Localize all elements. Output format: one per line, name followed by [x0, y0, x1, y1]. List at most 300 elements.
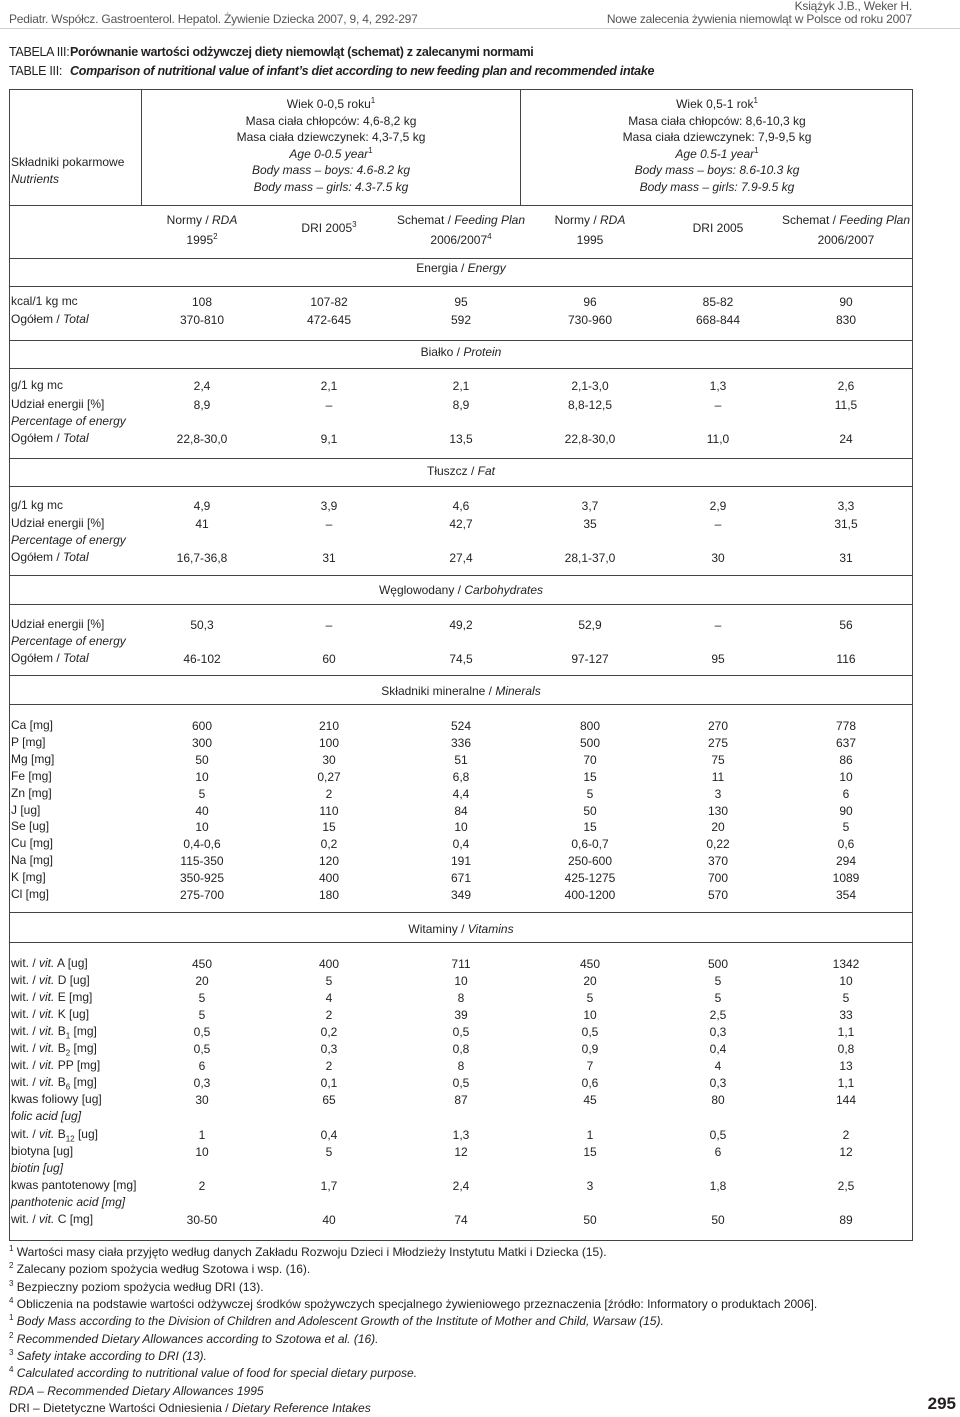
age-group-6-12m: [537, 162, 897, 179]
row-label: [11, 1177, 136, 1194]
text-span: Bezpieczny poziom spożycia według DRI (13).: [13, 1279, 264, 1294]
table-rule: [9, 575, 913, 576]
text-span: panthotenic acid [mg]: [11, 1195, 126, 1209]
table-cell: 5: [325, 1145, 333, 1159]
table-cell: 10: [839, 974, 853, 988]
row-label: [11, 1057, 100, 1074]
text-span: folic acid [ug]: [11, 1109, 82, 1123]
table-cell: 275-700: [179, 888, 225, 902]
text-span: K [ug]: [54, 1007, 90, 1021]
row-label: [11, 989, 92, 1006]
text-span: B: [54, 1127, 66, 1141]
table-cell: 74,5: [449, 652, 473, 666]
table-cell: 1,1: [837, 1076, 855, 1090]
table-cell: 180: [318, 888, 340, 902]
table-cell: 0,6-0,7: [571, 837, 609, 852]
table-rule: [9, 205, 913, 206]
table-cell: 27,4: [449, 551, 473, 565]
row-label: [11, 869, 46, 886]
text-span: E [mg]: [54, 990, 93, 1004]
text-span: Percentage of energy: [11, 634, 126, 648]
row-label: [11, 1211, 93, 1228]
row-label: [11, 311, 89, 328]
table-cell: 5: [714, 974, 722, 988]
section-vitamins: [9, 922, 913, 936]
text-span: wit. /: [11, 1212, 40, 1226]
table-cell: –: [325, 517, 333, 531]
row-label: [11, 1006, 89, 1023]
table-cell: 84: [454, 803, 468, 818]
text-span: Feeding Plan: [839, 213, 911, 227]
text-span: Zalecany poziom spożycia według Szotowa i wsp. (16).: [13, 1262, 311, 1277]
abbr-rda: [9, 1383, 264, 1400]
section-minerals: [9, 684, 913, 698]
table-cell: 10: [839, 769, 853, 784]
text-span: Feeding Plan: [454, 213, 526, 227]
superscript: 4: [9, 1295, 14, 1305]
table-cell: 2,4: [193, 379, 211, 393]
table-cell: 108: [191, 295, 213, 309]
table-cell: 20: [195, 974, 209, 988]
table-cell: 12: [839, 1145, 853, 1159]
text-span: Energia /: [416, 261, 468, 275]
table-cell: 31: [839, 551, 853, 565]
text-span: wit. /: [11, 1007, 40, 1021]
table-cell: 10: [195, 769, 209, 784]
text-span: Percentage of energy: [11, 414, 126, 428]
subscript: 12: [65, 1134, 75, 1144]
row-label: [11, 818, 49, 835]
table-cell: 51: [454, 752, 468, 767]
text-span: Tłuszcz /: [426, 464, 478, 478]
table-cell: 300: [191, 735, 213, 750]
table-cell: 0,6: [581, 1076, 599, 1090]
text-span: RDA – Recommended Dietary Allowances 1995: [9, 1384, 264, 1398]
table-cell: 8: [457, 991, 465, 1005]
table-cell: 2,1-3,0: [571, 379, 609, 393]
row-label: [11, 396, 104, 413]
row-label: [11, 293, 78, 310]
table-cell: 9,1: [320, 432, 338, 446]
table-rule: [9, 89, 913, 90]
table-cell: 95: [711, 652, 725, 666]
text-span: Schemat /: [396, 213, 455, 227]
text-span: PP [mg]: [54, 1058, 101, 1072]
text-span: Składniki mineralne /: [381, 684, 496, 698]
table-cell: 40: [195, 803, 209, 818]
text-span: [mg]: [70, 1041, 97, 1055]
table-rule: [9, 368, 913, 369]
table-cell: 30: [322, 752, 336, 767]
table-cell: 450: [579, 957, 601, 971]
table-cell: 0,4: [709, 1042, 727, 1056]
text-span: J [ug]: [11, 802, 41, 817]
text-span: vit.: [39, 1007, 55, 1021]
table-cell: 8: [457, 1059, 465, 1073]
table-cell: 60: [322, 652, 336, 666]
table-cell: 110: [319, 803, 339, 818]
table-cell: 0,8: [837, 1042, 855, 1056]
text-span: Udział energii [%]: [11, 617, 105, 631]
table-cell: 107-82: [310, 295, 348, 309]
text-span: kwas pantotenowy [mg]: [11, 1178, 137, 1192]
table-cell: 20: [583, 974, 597, 988]
table-cell: 10: [454, 820, 468, 835]
table-cell: 671: [450, 871, 472, 886]
text-span: Age 0-0.5 year: [289, 146, 369, 161]
table-cell: 2,5: [709, 1008, 727, 1022]
table-cell: 2,9: [709, 499, 727, 513]
text-span: Safety intake according to DRI (13).: [13, 1348, 207, 1363]
text-span: Se [ug]: [11, 819, 50, 834]
table-cell: 4,4: [452, 786, 470, 801]
table-cell: 1,7: [320, 1179, 338, 1193]
text-span: DRI 2005: [301, 221, 353, 235]
table-cell: 0,6: [837, 837, 855, 852]
text-span: vit.: [39, 1075, 55, 1089]
table-cell: 570: [707, 888, 729, 902]
table-cell: –: [325, 618, 333, 632]
row-label: [11, 717, 53, 734]
text-span: Na [mg]: [11, 853, 54, 868]
footnote: [9, 1313, 664, 1330]
caption-en: TABLE III: Comparison of nutritional value of infant’s diet according to new feeding plan and recommended intake: [9, 64, 655, 78]
row-label: [11, 616, 104, 633]
text-span: Ogółem /: [11, 550, 64, 564]
caption-pl: TABELA III:Porównanie wartości odżywczej diety niemowląt (schemat) z zalecanymi normami: [9, 45, 534, 59]
table-cell: 5: [586, 786, 594, 801]
text-span: 2006/2007: [430, 233, 488, 247]
row-label: [11, 802, 40, 819]
table-cell: 86: [839, 752, 853, 767]
superscript: 2: [213, 232, 218, 241]
age-group-0-6m: [151, 113, 511, 130]
footnote: [9, 1348, 207, 1365]
text-span: vit.: [39, 973, 55, 987]
table-cell: 80: [711, 1093, 725, 1107]
table-cell: 400-1200: [564, 888, 616, 902]
text-span: Masa ciała chłopców: 4,6-8,2 kg: [245, 113, 417, 128]
text-span: wit. /: [11, 1041, 40, 1055]
row-label: [11, 1126, 98, 1143]
superscript: 3: [352, 220, 357, 229]
table-cell: 472-645: [306, 313, 352, 327]
text-span: Węglowodany /: [378, 583, 465, 597]
text-span: C [mg]: [54, 1212, 94, 1226]
text-span: Udział energii [%]: [11, 516, 105, 530]
text-span: Udział energii [%]: [11, 397, 105, 411]
table-rule: [9, 675, 913, 676]
age-group-6-12m: [537, 96, 897, 113]
text-span: Minerals: [495, 684, 541, 698]
text-span: Mg [mg]: [11, 751, 55, 766]
text-span: wit. /: [11, 1075, 40, 1089]
text-span: Ogółem /: [11, 312, 64, 326]
table-cell: 1: [198, 1128, 206, 1142]
table-cell: 22,8-30,0: [564, 432, 616, 446]
table-cell: 210: [318, 719, 340, 733]
table-cell: 2,1: [320, 379, 338, 393]
table-cell: 50: [583, 1213, 597, 1227]
text-span: Składniki pokarmowe: [11, 155, 125, 169]
table-cell: 3,3: [837, 499, 855, 513]
table-cell: 0,2: [320, 837, 338, 852]
text-span: Body Mass according to the Division of Children and Adolescent Growth of the Institute of Mother and Child, Warsaw (15).: [13, 1314, 664, 1329]
table-cell: 450: [191, 957, 213, 971]
table-cell: 130: [707, 803, 729, 818]
table-rule: [9, 1240, 913, 1241]
text-span: biotin [ug]: [11, 1161, 64, 1175]
text-span: Body mass – boys: 4.6-8.2 kg: [251, 163, 411, 178]
table-cell: 730-960: [567, 313, 613, 327]
table-cell: 13,5: [449, 432, 473, 446]
text-span: vit.: [39, 1212, 55, 1226]
table-cell: 2: [198, 1179, 206, 1193]
age-group-0-6m: [151, 146, 511, 163]
table-cell: 0,5: [581, 1025, 599, 1039]
row-label: [11, 972, 90, 989]
row-label: [11, 650, 89, 667]
table-cell: 2: [842, 1128, 850, 1142]
table-cell: 5: [714, 991, 722, 1005]
text-span: Recommended Dietary Allowances according to Szotowa et al. (16).: [13, 1331, 379, 1346]
text-span: Total: [63, 312, 89, 326]
table-cell: 85-82: [702, 295, 734, 309]
table-cell: 1: [586, 1128, 594, 1142]
text-span: Calculated according to nutritional value of food for special dietary purpose.: [13, 1366, 418, 1381]
table-cell: 116: [836, 652, 856, 666]
table-rule: [9, 458, 913, 459]
row-label: [11, 154, 124, 171]
table-rule: [9, 604, 913, 605]
table-cell: 10: [583, 1008, 597, 1022]
table-cell: 50: [583, 803, 597, 818]
table-cell: 1,8: [709, 1179, 727, 1193]
table-cell: 4,9: [193, 499, 211, 513]
table-cell: 6,8: [452, 769, 470, 784]
row-label: [11, 955, 88, 972]
row-label: [11, 768, 52, 785]
table-cell: 668-844: [695, 313, 741, 327]
row-label: [11, 734, 45, 751]
superscript: 4: [487, 232, 492, 241]
table-cell: 7: [586, 1059, 594, 1073]
row-label: [11, 1143, 73, 1160]
text-span: vit.: [39, 1058, 55, 1072]
text-span: B: [54, 1024, 66, 1038]
footnote: [9, 1261, 310, 1278]
table-cell: 89: [839, 1213, 853, 1227]
superscript: 4: [9, 1365, 14, 1375]
table-cell: 637: [835, 735, 857, 750]
article-title: Nowe zalecenia żywienia niemowląt w Polsce od roku 2007: [606, 12, 912, 26]
text-span: DRI – Dietetyczne Wartości Odniesienia /: [9, 1401, 232, 1415]
table-cell: 0,4: [452, 837, 470, 852]
table-cell: 2: [325, 1008, 333, 1022]
table-cell: 15: [583, 769, 597, 784]
table-cell: 46-102: [183, 652, 221, 666]
superscript: 2: [9, 1330, 14, 1340]
table-cell: 15: [583, 1145, 597, 1159]
table-rule: [9, 258, 913, 259]
table-cell: 4,6: [452, 499, 470, 513]
text-span: Body mass – girls: 4.3-7.5 kg: [253, 180, 409, 194]
table-cell: 800: [579, 719, 601, 733]
text-span: Fe [mg]: [11, 768, 52, 783]
table-cell: 0,5: [193, 1025, 211, 1039]
table-cell: 65: [322, 1093, 336, 1107]
text-span: kcal/1 kg mc: [11, 294, 78, 308]
table-cell: 0,5: [709, 1128, 727, 1142]
text-span: Body mass – boys: 8.6-10.3 kg: [634, 163, 800, 178]
table-cell: 700: [707, 871, 729, 886]
row-label: [11, 751, 54, 768]
row-label: [11, 1040, 97, 1057]
text-span: Total: [63, 550, 89, 564]
table-cell: 56: [839, 618, 853, 632]
text-span: Age 0.5-1 year: [675, 146, 755, 161]
table-cell: 500: [707, 957, 729, 971]
running-header: [0, 0, 960, 30]
table-cell: 370: [707, 854, 729, 869]
superscript: 3: [9, 1278, 14, 1288]
table-cell: 75: [711, 752, 725, 767]
table-cell: 100: [318, 735, 340, 750]
table-cell: 0,3: [709, 1076, 727, 1090]
table-cell: 52,9: [578, 618, 602, 632]
table-rule: [9, 704, 913, 705]
table-cell: 6: [198, 1059, 206, 1073]
table-cell: 2,4: [452, 1179, 470, 1193]
text-span: Białko /: [420, 345, 464, 359]
table-cell: 350-925: [179, 871, 225, 886]
table-cell: 10: [195, 820, 209, 835]
text-span: Vitamins: [467, 922, 514, 936]
text-span: [mg]: [70, 1075, 97, 1089]
table-cell: 95: [454, 295, 468, 309]
table-cell: 336: [450, 735, 472, 750]
table-cell: 0,9: [581, 1042, 599, 1056]
superscript: 1: [754, 145, 759, 155]
age-group-6-12m: [537, 113, 897, 130]
text-span: wit. /: [11, 1024, 40, 1038]
text-span: wit. /: [11, 1058, 40, 1072]
text-span: Masa ciała dziewczynek: 4,3-7,5 kg: [236, 130, 426, 145]
row-label: [11, 1194, 125, 1211]
table-cell: 0,1: [320, 1076, 338, 1090]
text-span: kwas foliowy [ug]: [11, 1092, 102, 1106]
text-span: Energy: [467, 261, 506, 275]
row-label: [11, 633, 126, 650]
text-span: Wartości masy ciała przyjęto według danych Zakładu Rozwoju Dzieci i Młodzieży Instytutu Matki i Dziecka (15).: [13, 1245, 607, 1259]
journal-citation: Pediatr. Współcz. Gastroenterol. Hepatol. Żywienie Dziecka 2007, 9, 4, 292-297: [9, 12, 418, 26]
table-cell: 4: [325, 991, 333, 1005]
text-span: Wiek 0,5-1 rok: [676, 97, 754, 111]
row-label: [11, 1091, 102, 1108]
table-cell: 370-810: [179, 313, 225, 327]
table-cell: 42,7: [449, 517, 473, 531]
table-cell: 28,1-37,0: [564, 551, 616, 565]
table-cell: 22,8-30,0: [176, 432, 228, 446]
table-cell: 0,3: [193, 1076, 211, 1090]
superscript: 1: [368, 145, 373, 155]
table-cell: 15: [322, 820, 336, 835]
table-cell: 33: [839, 1008, 853, 1022]
row-label: [11, 1160, 63, 1177]
row-label: [11, 785, 52, 802]
table-cell: 8,9: [193, 398, 211, 412]
text-span: Fat: [477, 464, 495, 478]
subscript: 2: [65, 1048, 71, 1058]
table-cell: 8,8-12,5: [567, 398, 613, 412]
table-cell: 30-50: [186, 1213, 218, 1227]
table-cell: 10: [454, 974, 468, 988]
table-cell: 41: [195, 517, 209, 531]
text-span: vit.: [39, 990, 55, 1004]
row-label: [11, 1074, 97, 1091]
table-cell: 90: [839, 803, 853, 818]
table-cell: 2: [325, 1059, 333, 1073]
table-column-rule: [520, 89, 521, 205]
table-cell: 15: [583, 820, 597, 835]
table-cell: 3,7: [581, 499, 599, 513]
text-span: Cu [mg]: [11, 836, 54, 851]
table-cell: 74: [454, 1213, 468, 1227]
table-cell: 50: [711, 1213, 725, 1227]
page-number: 295: [927, 1394, 956, 1413]
row-label: [11, 835, 53, 852]
row-label: [11, 377, 63, 394]
text-span: wit. /: [11, 956, 40, 970]
text-span: 2006/2007: [817, 233, 875, 247]
age-group-6-12m: [537, 129, 897, 146]
table-cell: 120: [318, 854, 340, 869]
table-cell: 600: [191, 719, 213, 733]
subscript: 6: [65, 1082, 71, 1092]
table-cell: 0,3: [709, 1025, 727, 1039]
table-cell: 0,2: [320, 1025, 338, 1039]
table-cell: 97-127: [571, 652, 609, 666]
footnote: [9, 1331, 379, 1348]
section-fat: [9, 464, 913, 478]
text-span: DRI 2005: [692, 221, 744, 235]
text-span: K [mg]: [11, 870, 46, 885]
text-span: vit.: [39, 1024, 55, 1038]
table-cell: 1,3: [709, 379, 727, 393]
table-cell: 778: [835, 719, 857, 733]
header-rule: [0, 28, 960, 29]
table-cell: 30: [195, 1093, 209, 1107]
footnote: [9, 1296, 817, 1313]
superscript: 1: [9, 1244, 14, 1253]
section-energy: [9, 261, 913, 275]
text-span: Ogółem /: [11, 431, 64, 445]
table-cell: 250-600: [567, 854, 613, 869]
text-span: g/1 kg mc: [11, 378, 64, 392]
table-cell: 50: [195, 752, 209, 767]
table-cell: 11,5: [834, 398, 858, 412]
table-cell: 5: [198, 991, 206, 1005]
table-cell: –: [714, 517, 722, 531]
age-group-6-12m: [537, 146, 897, 163]
row-label: [11, 430, 89, 447]
superscript: 1: [370, 96, 376, 105]
table-cell: 0,27: [317, 769, 341, 784]
subscript: 1: [65, 1031, 71, 1041]
text-span: Wiek 0-0,5 roku: [286, 97, 371, 111]
superscript: 2: [9, 1261, 14, 1271]
table-cell: 10: [195, 1145, 209, 1159]
